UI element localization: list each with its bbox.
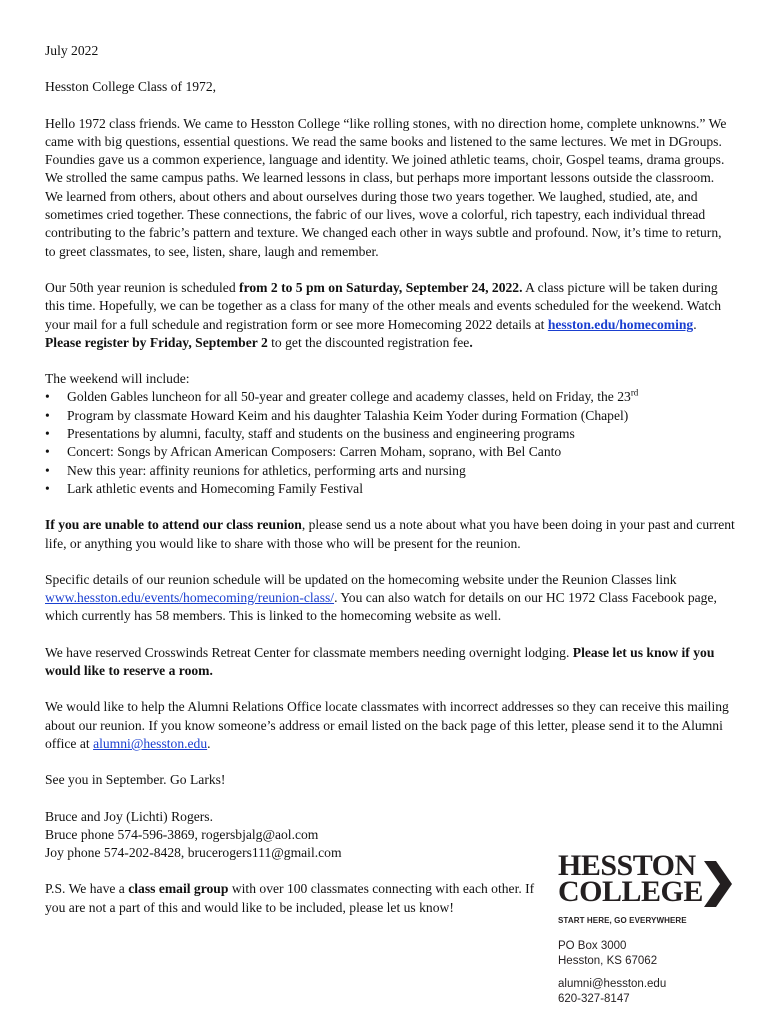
logo-line-2: COLLEGE: [558, 875, 703, 908]
list-item: • New this year: affinity reunions for athletics, performing arts and nursing: [67, 462, 735, 480]
mailing-address: [558, 939, 738, 969]
signature-names: Bruce and Joy (Lichti) Rogers.: [45, 808, 213, 824]
list-item: • Program by classmate Howard Keim and his daughter Talashia Keim Yoder during Formation (Chapel): [67, 407, 735, 425]
contact-phone: 620-327-8147: [558, 993, 630, 1005]
reunion-class-link[interactable]: www.hesston.edu/events/homecoming/reunion-class/: [45, 590, 335, 606]
logo-line-1: HESSTON: [558, 849, 696, 882]
unable-attend-paragraph: If you are unable to attend our class reunion, please send us a note about what you have been doing in your past and current life, or anything you would like to share with those who will be present for the reunion.: [45, 517, 735, 551]
letter-body: [45, 42, 735, 935]
weekend-list: [45, 388, 735, 498]
weekend-section: [45, 370, 735, 498]
letter-salutation: Hesston College Class of 1972,: [45, 79, 217, 95]
postscript-paragraph: P.S. We have a class email group with over 100 classmates connecting with each other. If you are not a part of this and would like to be included, please let us know!: [45, 881, 535, 915]
homecoming-link[interactable]: hesston.edu/homecoming: [547, 316, 694, 332]
po-box: PO Box 3000: [558, 940, 627, 952]
alumni-email-link[interactable]: alumni@hesston.edu: [93, 735, 208, 751]
college-logo-block: [558, 849, 738, 1007]
lodging-paragraph: We have reserved Crosswinds Retreat Center for classmate members needing overnight lodging. Please let us know if you would like to reserve a room.: [45, 644, 715, 679]
city-state-zip: Hesston, KS 67062: [558, 955, 658, 967]
contact-info: [558, 977, 738, 1007]
logo-tagline: START HERE, GO EVERYWHERE: [558, 916, 687, 925]
list-item: • Lark athletic events and Homecoming Family Festival: [67, 480, 735, 498]
list-item: • Concert: Songs by African American Composers: Carren Moham, soprano, with Bel Canto: [67, 443, 735, 461]
closing-line: See you in September. Go Larks!: [45, 772, 226, 788]
letter-date: July 2022: [45, 43, 99, 58]
reunion-paragraph: Our 50th year reunion is scheduled from 2 to 5 pm on Saturday, September 24, 2022. A class picture will be taken during this time. Hopefully, we can be together as a class for many of the other meals and events scheduled for the weekend. Watch your mail for a full schedule and registration form or see more Homecoming 2022 details at hesston.edu/homecoming. Please register by Friday, September 2 to get the discounted registration fee.: [45, 279, 722, 350]
intro-paragraph: Hello 1972 class friends. We came to Hesston College “like rolling stones, with no direction home, complete unknowns.” We came with big questions, essential questions. We read the same books and listened to the same lectures. We met in DGroups. Foundies gave us a common experience, language and identity. We joined athletic teams, choir, Gospel teams, drama groups. We strolled the same campus paths. We learned lessons in class, but perhaps more important lessons outside the classroom. We learned from others, about others and about ourselves during those two years together. We laughed, studied, ate, and sometimes cried together. These connections, the fabric of our lives, wove a colorful, rich tapestry, each individual thread contributing to the fabric’s pattern and texture. We changed each other in ways subtle and profound. Now, it’s time to return, to greet classmates, to see, listen, share, laugh and remember.: [45, 115, 727, 259]
list-item: • Presentations by alumni, faculty, staff and students on the business and engineering programs: [67, 425, 735, 443]
chevron-right-icon: [704, 861, 732, 907]
signature-bruce-contact: Bruce phone 574-596-3869, rogersbjalg@aol.com: [45, 826, 319, 842]
addresses-paragraph: We would like to help the Alumni Relations Office locate classmates with incorrect addresses so they can receive this mailing about our reunion. If you know someone’s address or email listed on the back page of this letter, please send it to the Alumni office at alumni@hesston.edu.: [45, 699, 729, 751]
signature-joy-contact: Joy phone 574-202-8428, brucerogers111@gmail.com: [45, 845, 342, 861]
hesston-college-logo: [558, 849, 738, 913]
schedule-details-paragraph: Specific details of our reunion schedule will be updated on the homecoming website under the Reunion Classes link www.hesston.edu/events/homecoming/reunion-class/. You can also watch for details on our HC 1972 Class Facebook page, which currently has 58 members. This is linked to the homecoming website as well.: [45, 571, 717, 624]
weekend-intro: The weekend will include:: [45, 371, 190, 387]
list-item: • Golden Gables luncheon for all 50-year and greater college and academy classes, held on Friday, the 23rd: [67, 388, 735, 406]
contact-email: alumni@hesston.edu: [558, 978, 667, 990]
